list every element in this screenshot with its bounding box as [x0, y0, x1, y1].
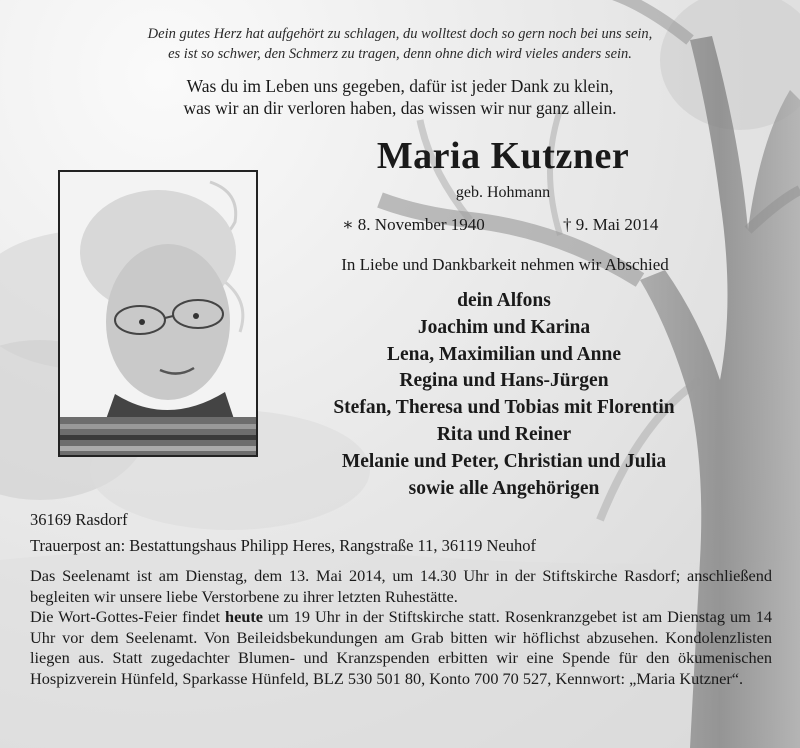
- service-paragraph-2: [30, 607, 772, 689]
- deceased-name: Maria Kutzner: [376, 135, 630, 177]
- mourners-list: [296, 288, 712, 502]
- mourner-5: Stefan, Theresa und Tobias mit Florentin: [333, 397, 675, 419]
- service-details: [30, 566, 772, 690]
- service-text-after: um 19 Uhr in der Stiftskirche statt. Rosenkranzgebet ist am Dienstag um 14 Uhr vor dem Seelenamt. Von Beileidsbekundungen am Grab bitten wir höflichst abzusehen. Kondolenzlisten liegen aus. Statt zugedachter Blumen- und Kranzspenden erbitten wir eine Spende für den ökumenischen Hospizverein Hünfeld, Sparkasse Hünfeld, BLZ 530 501 80, Konto 700 70 527, Kennwort: „Maria Kutzner“.: [30, 607, 772, 688]
- birth-date: ∗ 8. November 1940: [342, 215, 485, 234]
- mourner-6: Rita und Reiner: [436, 423, 572, 445]
- service-text-before: Die Wort-Gottes-Feier findet: [30, 607, 226, 627]
- portrait-photo: [58, 170, 258, 457]
- verse-regular-line-1: Was du im Leben uns gegeben, dafür ist jeder Dank zu klein,: [186, 76, 614, 96]
- mourner-1: dein Alfons: [457, 290, 551, 311]
- maiden-name: geb. Hohmann: [455, 184, 551, 201]
- death-date: † 9. Mai 2014: [563, 215, 659, 234]
- condolence-address: Trauerpost an: Bestattungshaus Philipp Heres, Rangstraße 11, 36119 Neuhof: [30, 536, 536, 555]
- farewell-line: In Liebe und Dankbarkeit nehmen wir Abschied: [341, 255, 669, 274]
- service-text-emphasis: heute: [225, 607, 264, 627]
- verse-regular: [0, 75, 800, 119]
- verse-italic-line-1: Dein gutes Herz hat aufgehört zu schlagen, du wolltest doch so gern noch bei uns sein,: [147, 26, 653, 42]
- service-paragraph-1: Das Seelenamt ist am Dienstag, dem 13. Mai 2014, um 14.30 Uhr in der Stiftskirche Rasdorf; anschließend begleiten wir unsere liebe Verstorbene zu ihrer letzten Ruhestätte.: [30, 566, 772, 606]
- verse-regular-line-2: was wir an dir verloren haben, das wissen wir nur ganz allein.: [183, 98, 617, 118]
- verse-italic: [0, 24, 800, 64]
- mourner-3: Lena, Maximilian und Anne: [386, 343, 622, 365]
- mourner-2: Joachim und Karina: [417, 316, 591, 338]
- mourner-4: Regina und Hans-Jürgen: [399, 370, 609, 392]
- mourner-7: Melanie und Peter, Christian und Julia: [341, 450, 667, 472]
- mourner-8: sowie alle Angehörigen: [408, 477, 600, 499]
- verse-italic-line-2: es ist so schwer, den Schmerz zu tragen, denn ohne dich wird vieles anders sein.: [168, 46, 632, 62]
- family-location: 36169 Rasdorf: [30, 510, 128, 529]
